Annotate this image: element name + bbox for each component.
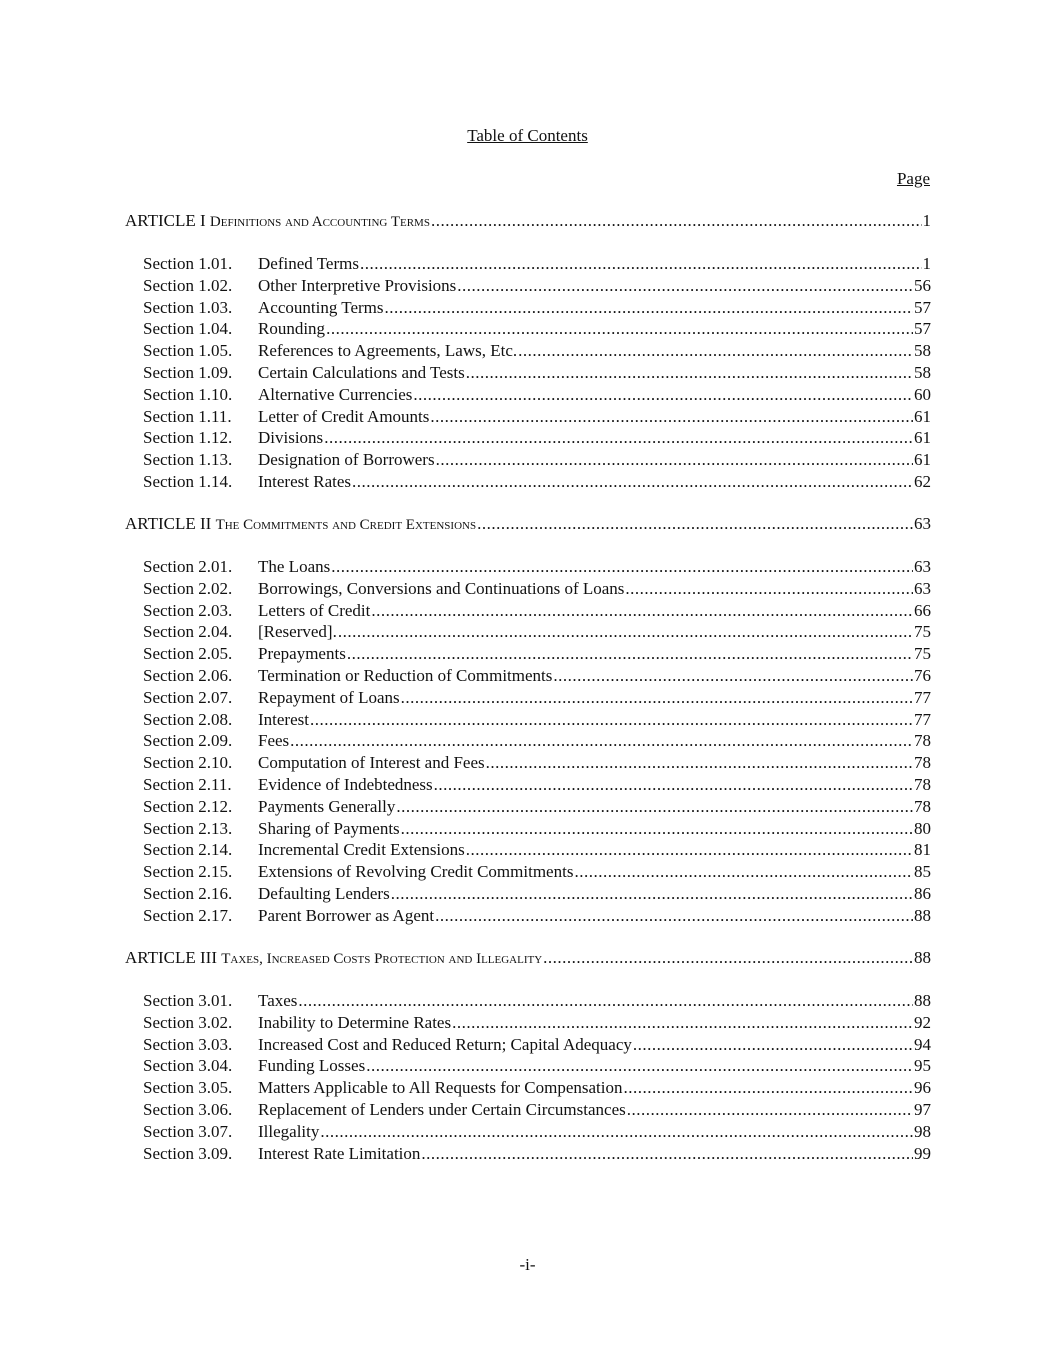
toc-section-row[interactable]: [125, 1121, 931, 1143]
toc-section-row[interactable]: [125, 253, 931, 275]
page-number: 63: [914, 514, 931, 533]
dot-leader: [413, 384, 913, 406]
toc-section-row[interactable]: [125, 449, 931, 471]
section-number: Section 1.14.: [143, 472, 233, 491]
section-number: Section 2.13.: [143, 819, 233, 838]
section-number: Section 2.01.: [143, 557, 233, 576]
section-number: Section 3.06.: [143, 1100, 233, 1119]
section-number: Section 2.15.: [143, 862, 233, 881]
section-number: Section 1.03.: [143, 298, 233, 317]
page-number: 92: [914, 1013, 931, 1032]
section-title: Termination or Reduction of Commitments: [258, 666, 553, 685]
section-number: Section 2.03.: [143, 601, 233, 620]
dot-leader: [360, 253, 922, 275]
dot-leader: [625, 578, 913, 600]
page-number: 66: [914, 601, 931, 620]
page-number: 61: [914, 450, 931, 469]
section-number: Section 3.02.: [143, 1013, 233, 1032]
dot-leader: [347, 643, 913, 665]
section-title: Extensions of Revolving Credit Commitments: [258, 862, 574, 881]
dot-leader: [518, 340, 913, 362]
toc-section-row[interactable]: [125, 752, 931, 774]
section-number: Section 3.05.: [143, 1078, 233, 1097]
article-label: ARTICLE I: [125, 211, 206, 230]
dot-leader: [298, 990, 913, 1012]
section-title: Defaulting Lenders: [258, 884, 390, 903]
toc-section-row[interactable]: [125, 340, 931, 362]
page-number: 86: [914, 884, 931, 903]
section-title: Repayment of Loans: [258, 688, 400, 707]
section-title: Accounting Terms: [258, 298, 384, 317]
page-number: 88: [914, 906, 931, 925]
page-number: 98: [914, 1122, 931, 1141]
page-number: 1: [922, 254, 931, 273]
section-number: Section 2.10.: [143, 753, 233, 772]
dot-leader: [435, 905, 913, 927]
section-number: Section 2.02.: [143, 579, 233, 598]
page-number: 75: [914, 644, 931, 663]
toc-section-row[interactable]: [125, 600, 931, 622]
toc-section-row[interactable]: [125, 905, 931, 927]
dot-leader: [627, 1099, 913, 1121]
toc-section-row[interactable]: [125, 1012, 931, 1034]
section-title: Designation of Borrowers: [258, 450, 435, 469]
section-number: Section 1.02.: [143, 276, 233, 295]
section-title: Illegality: [258, 1122, 320, 1141]
toc-article-row[interactable]: [125, 210, 931, 232]
section-title: Parent Borrower as Agent: [258, 906, 435, 925]
toc-section-row[interactable]: [125, 556, 931, 578]
toc-section-row[interactable]: [125, 1055, 931, 1077]
toc-section-row[interactable]: [125, 1077, 931, 1099]
section-number: Section 1.12.: [143, 428, 233, 447]
page-number: 57: [914, 298, 931, 317]
toc-section-row[interactable]: [125, 774, 931, 796]
toc-section-row[interactable]: [125, 665, 931, 687]
section-title: Inability to Determine Rates: [258, 1013, 452, 1032]
dot-leader: [466, 362, 913, 384]
page-footer-number: -i-: [519, 1255, 536, 1274]
dot-leader: [633, 1034, 913, 1056]
section-number: Section 3.03.: [143, 1035, 233, 1054]
section-title: Fees: [258, 731, 290, 750]
section-title: Sharing of Payments: [258, 819, 400, 838]
section-number: Section 2.07.: [143, 688, 233, 707]
dot-leader: [401, 818, 913, 840]
dot-leader: [574, 861, 913, 883]
page-number: 75: [914, 622, 931, 641]
section-title: Other Interpretive Provisions: [258, 276, 457, 295]
section-number: Section 1.05.: [143, 341, 233, 360]
section-title: Incremental Credit Extensions: [258, 840, 465, 859]
toc-section-row[interactable]: [125, 730, 931, 752]
section-number: Section 3.04.: [143, 1056, 233, 1075]
dot-leader: [366, 1055, 913, 1077]
dot-leader: [385, 297, 914, 319]
article-title: The Commitments and Credit Extensions: [215, 517, 477, 533]
page-number: 81: [914, 840, 931, 859]
page-number: 94: [914, 1035, 931, 1054]
page-number: 76: [914, 666, 931, 685]
section-number: Section 1.09.: [143, 363, 233, 382]
dot-leader: [553, 665, 913, 687]
page-number: 78: [914, 731, 931, 750]
section-title: Increased Cost and Reduced Return; Capital Adequacy: [258, 1035, 632, 1054]
dot-leader: [431, 210, 922, 232]
section-number: Section 1.01.: [143, 254, 233, 273]
page-number: 77: [914, 688, 931, 707]
toc-section-row[interactable]: [125, 839, 931, 861]
dot-leader: [331, 556, 913, 578]
dot-leader: [338, 621, 913, 643]
page-number: 1: [922, 211, 931, 230]
page-number: 56: [914, 276, 931, 295]
toc-section-row[interactable]: [125, 621, 931, 643]
section-number: Section 2.12.: [143, 797, 233, 816]
page-number: 61: [914, 407, 931, 426]
toc-article-row[interactable]: [125, 513, 931, 535]
section-title: Interest Rates: [258, 472, 351, 491]
section-number: Section 2.05.: [143, 644, 233, 663]
dot-leader: [326, 318, 913, 340]
section-number: Section 1.10.: [143, 385, 233, 404]
section-title: Taxes: [258, 991, 298, 1010]
section-number: Section 3.01.: [143, 991, 233, 1010]
section-title: Alternative Currencies: [258, 385, 413, 404]
dot-leader: [477, 513, 913, 535]
toc-section-row[interactable]: [125, 275, 931, 297]
dot-leader: [396, 796, 913, 818]
section-number: Section 2.08.: [143, 710, 233, 729]
page-number: 78: [914, 775, 931, 794]
page-number: 97: [914, 1100, 931, 1119]
section-title: Borrowings, Conversions and Continuations of Loans: [258, 579, 625, 598]
page-number: 61: [914, 428, 931, 447]
page-number: 60: [914, 385, 931, 404]
dot-leader: [320, 1121, 913, 1143]
page-number: 62: [914, 472, 931, 491]
toc-section-row[interactable]: [125, 883, 931, 905]
page-number: 96: [914, 1078, 931, 1097]
toc-section-row[interactable]: [125, 796, 931, 818]
section-title: Certain Calculations and Tests: [258, 363, 465, 382]
article-title: Taxes, Increased Costs Protection and Illegality: [221, 951, 543, 967]
section-number: Section 2.14.: [143, 840, 233, 859]
toc-section-row[interactable]: [125, 1034, 931, 1056]
section-title: Letters of Credit: [258, 601, 371, 620]
toc-section-row[interactable]: [125, 643, 931, 665]
toc-heading: Table of Contents: [467, 126, 588, 145]
toc-section-row[interactable]: [125, 471, 931, 493]
section-title: Replacement of Lenders under Certain Circumstances: [258, 1100, 626, 1119]
dot-leader: [486, 752, 913, 774]
page-number: 58: [914, 341, 931, 360]
section-title: Rounding: [258, 319, 326, 338]
toc-section-row[interactable]: [125, 427, 931, 449]
page-number: 99: [914, 1144, 931, 1163]
dot-leader: [310, 709, 913, 731]
dot-leader: [401, 687, 913, 709]
dot-leader: [543, 947, 913, 969]
section-title: Funding Losses: [258, 1056, 366, 1075]
toc-section-row[interactable]: [125, 578, 931, 600]
section-title: The Loans: [258, 557, 331, 576]
dot-leader: [436, 449, 913, 471]
toc-section-row[interactable]: [125, 709, 931, 731]
page-number: 78: [914, 753, 931, 772]
section-number: Section 1.04.: [143, 319, 233, 338]
toc-section-row[interactable]: [125, 362, 931, 384]
section-number: Section 2.06.: [143, 666, 233, 685]
page-number: 88: [914, 991, 931, 1010]
page-column-label: Page: [896, 169, 930, 188]
dot-leader: [430, 406, 913, 428]
dot-leader: [352, 471, 913, 493]
section-number: Section 2.16.: [143, 884, 233, 903]
toc-article-row[interactable]: [125, 947, 931, 969]
article-label: ARTICLE II: [125, 514, 212, 533]
dot-leader: [421, 1143, 913, 1165]
section-number: Section 2.04.: [143, 622, 233, 641]
section-title: References to Agreements, Laws, Etc.: [258, 341, 518, 360]
toc-section-row[interactable]: [125, 1099, 931, 1121]
section-number: Section 1.13.: [143, 450, 233, 469]
toc-section-row[interactable]: [125, 990, 931, 1012]
page-number: 80: [914, 819, 931, 838]
toc-section-row[interactable]: [125, 297, 931, 319]
section-title: Evidence of Indebtedness: [258, 775, 433, 794]
dot-leader: [434, 774, 913, 796]
section-title: Prepayments: [258, 644, 346, 663]
dot-leader: [452, 1012, 913, 1034]
page-number: 95: [914, 1056, 931, 1075]
toc-section-row[interactable]: [125, 406, 931, 428]
page-number: 77: [914, 710, 931, 729]
page-number: 63: [914, 579, 931, 598]
page-number: 63: [914, 557, 931, 576]
toc-section-row[interactable]: [125, 384, 931, 406]
section-number: Section 2.11.: [143, 775, 232, 794]
section-number: Section 3.07.: [143, 1122, 233, 1141]
dot-leader: [371, 600, 913, 622]
page-number: 58: [914, 363, 931, 382]
section-title: Letter of Credit Amounts: [258, 407, 430, 426]
section-title: Defined Terms: [258, 254, 359, 273]
toc-section-row[interactable]: [125, 818, 931, 840]
section-title: Divisions: [258, 428, 324, 447]
section-number: Section 2.17.: [143, 906, 233, 925]
toc-section-row[interactable]: [125, 318, 931, 340]
section-number: Section 3.09.: [143, 1144, 233, 1163]
dot-leader: [457, 275, 913, 297]
toc-section-row[interactable]: [125, 1143, 931, 1165]
page-number: 85: [914, 862, 931, 881]
page-number: 88: [914, 948, 931, 967]
section-title: Interest Rate Limitation: [258, 1144, 421, 1163]
section-number: Section 1.11.: [143, 407, 232, 426]
dot-leader: [290, 730, 913, 752]
article-title: Definitions and Accounting Terms: [209, 214, 430, 230]
dot-leader: [324, 427, 913, 449]
dot-leader: [466, 839, 913, 861]
section-title: Interest: [258, 710, 309, 729]
toc-section-row[interactable]: [125, 861, 931, 883]
dot-leader: [624, 1077, 913, 1099]
section-title: [Reserved].: [258, 622, 337, 641]
article-label: ARTICLE III: [125, 948, 217, 967]
section-title: Payments Generally: [258, 797, 396, 816]
toc-section-row[interactable]: [125, 687, 931, 709]
page-number: 78: [914, 797, 931, 816]
dot-leader: [391, 883, 913, 905]
section-title: Matters Applicable to All Requests for Compensation: [258, 1078, 623, 1097]
section-title: Computation of Interest and Fees: [258, 753, 485, 772]
page-number: 57: [914, 319, 931, 338]
section-number: Section 2.09.: [143, 731, 233, 750]
